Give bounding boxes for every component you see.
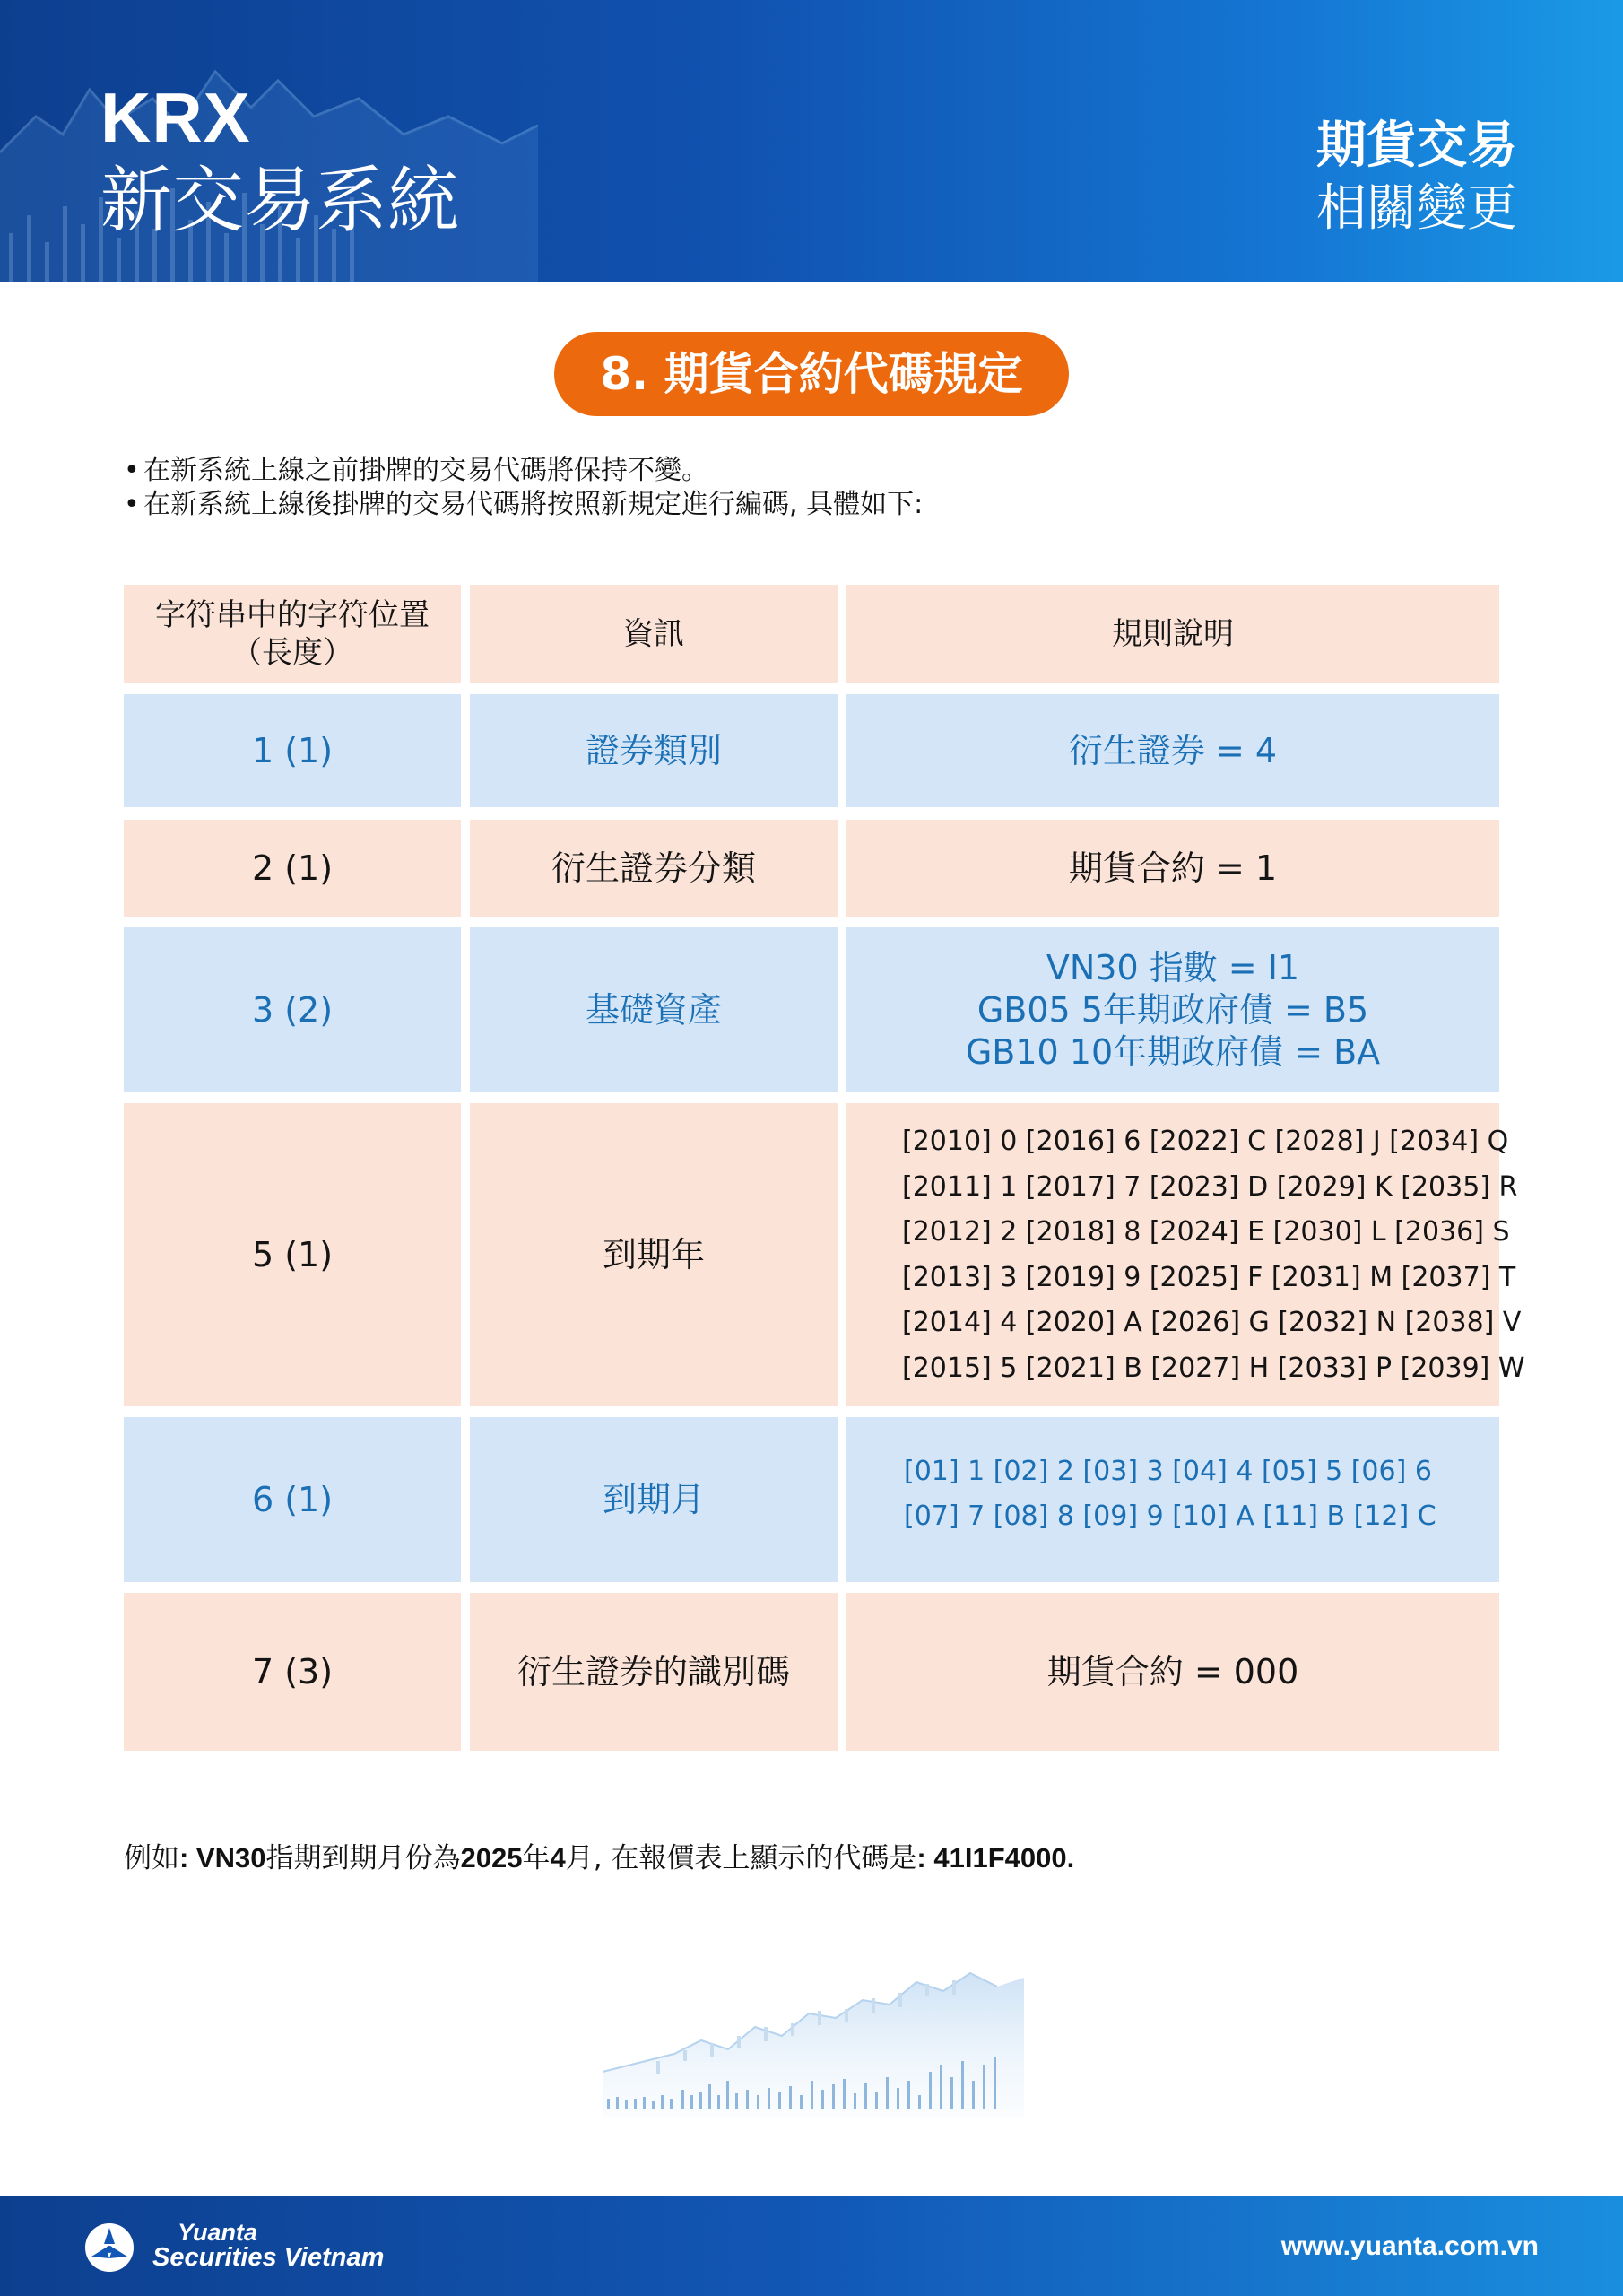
- cell-position: 3 (2): [124, 927, 461, 1092]
- rule-line: [07] 7 [08] 8 [09] 9 [10] A [11] B [12] C: [904, 1500, 1436, 1532]
- yuanta-logo-icon: [84, 2222, 135, 2273]
- topic-line-1: 期貨交易: [1316, 117, 1517, 175]
- example-bold: 2025: [460, 1842, 523, 1874]
- cell-rule: 期貨合約 = 1: [846, 820, 1499, 917]
- example-part: 指期到期月份為: [265, 1842, 461, 1874]
- cell-position: 2 (1): [124, 820, 461, 917]
- cell-info: 到期年: [470, 1103, 838, 1406]
- example-code: : 41I1F4000.: [916, 1842, 1075, 1874]
- section-title: 8. 期貨合約代碼規定: [554, 332, 1069, 416]
- example-note: [124, 1840, 1074, 1876]
- header-info: 資訊: [470, 585, 838, 683]
- logo-line-1: Yuanta: [178, 2219, 258, 2246]
- rule-line: GB05 5年期政府債 = B5: [976, 989, 1369, 1030]
- rule-line: [2012] 2 [2018] 8 [2024] E [2030] L [2036] S: [902, 1216, 1510, 1248]
- cell-rule: [846, 927, 1499, 1092]
- cell-info: 基礎資產: [470, 927, 838, 1092]
- rule-line: GB10 10年期政府債 = BA: [965, 1031, 1381, 1072]
- page-footer: [0, 2196, 1623, 2296]
- yuanta-logo-text: [152, 2221, 384, 2271]
- rule-line: [2015] 5 [2021] B [2027] H [2033] P [2039] W: [902, 1352, 1525, 1384]
- rule-line: [01] 1 [02] 2 [03] 3 [04] 4 [05] 5 [06] 6: [904, 1456, 1432, 1487]
- example-bold: 4: [550, 1842, 566, 1874]
- example-part: 例如: [124, 1842, 179, 1874]
- header-position: [124, 585, 461, 683]
- rule-line: [2013] 3 [2019] 9 [2025] F [2031] M [2037] T: [902, 1261, 1516, 1293]
- rule-line: VN30 指數 = I1: [1046, 947, 1300, 987]
- rule-line: [2010] 0 [2016] 6 [2022] C [2028] J [2034] Q: [902, 1126, 1509, 1157]
- header-title-block: [100, 79, 459, 246]
- brand-krx: KRX: [100, 78, 251, 157]
- page-header: [0, 0, 1623, 282]
- table-row: [124, 927, 1499, 1092]
- rule-line: [2014] 4 [2020] A [2026] G [2032] N [2038] V: [902, 1307, 1522, 1338]
- bullet-item: • 在新系統上線後掛牌的交易代碼將按照新規定進行編碼, 具體如下:: [124, 488, 923, 522]
- header-position-line2: （長度）: [231, 635, 353, 671]
- table-row: [124, 1103, 1525, 1406]
- cell-rule: 期貨合約 = 000: [846, 1593, 1499, 1751]
- cell-info: 衍生證券分類: [470, 820, 838, 917]
- cell-info: 證券類別: [470, 694, 838, 807]
- example-part: 年: [522, 1842, 551, 1874]
- cell-position: 7 (3): [124, 1593, 461, 1751]
- cell-rule: [846, 1103, 1525, 1406]
- system-title: 新交易系統: [100, 159, 459, 242]
- header-position-line1: 字符串中的字符位置: [155, 597, 430, 633]
- website-link[interactable]: www.yuanta.com.vn: [1280, 2231, 1539, 2261]
- intro-bullets: [124, 454, 923, 522]
- cell-position: 1 (1): [124, 694, 461, 807]
- table-row: [124, 694, 1499, 807]
- cell-rule: [846, 1417, 1499, 1582]
- cell-rule: 衍生證券 = 4: [846, 694, 1499, 807]
- example-part: 月, 在報價表上顯示的代碼是: [565, 1842, 917, 1874]
- header-topic-block: [1316, 115, 1517, 240]
- bullet-item: • 在新系統上線之前掛牌的交易代碼將保持不變。: [124, 454, 923, 488]
- logo-line-2: Securities Vietnam: [152, 2243, 385, 2272]
- header-rule: 規則說明: [846, 585, 1499, 683]
- topic-line-2: 相關變更: [1316, 179, 1517, 238]
- table-header-row: [124, 585, 1499, 683]
- cell-info: 到期月: [470, 1417, 838, 1582]
- cell-info: 衍生證券的識別碼: [470, 1593, 838, 1751]
- stock-chart-decoration: [603, 1964, 1024, 2117]
- cell-position: 6 (1): [124, 1417, 461, 1582]
- table-row: [124, 1593, 1499, 1751]
- example-bold: : VN30: [179, 1842, 266, 1874]
- table-row: [124, 820, 1499, 917]
- rule-line: [2011] 1 [2017] 7 [2023] D [2029] K [2035] R: [902, 1170, 1518, 1203]
- cell-position: 5 (1): [124, 1103, 461, 1406]
- table-row: [124, 1417, 1499, 1582]
